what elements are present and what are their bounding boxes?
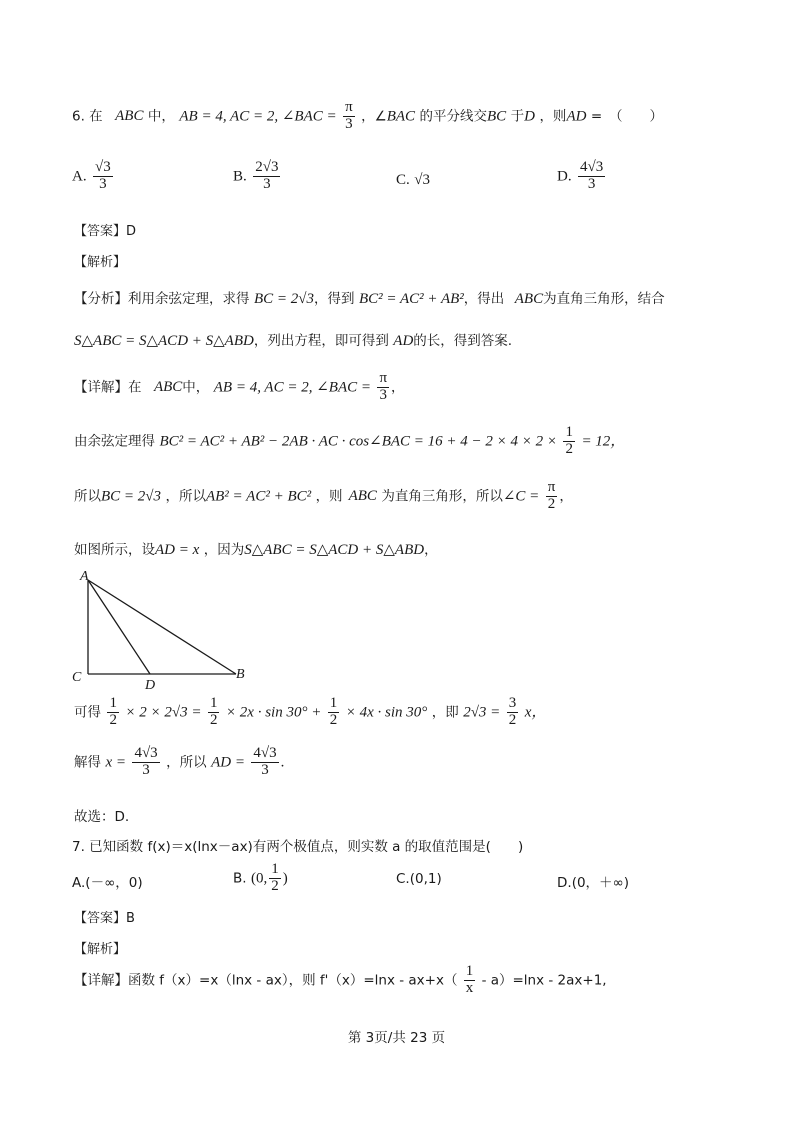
q6-so-line: 所以BC = 2√3 ，所以AB² = AC² + BC² ，则 ABC 为直角三角形，所以∠C = $\frac{\pi}{2}$ ， xyxy=(74,479,573,512)
q6-option-d: D. $\frac{4√3}{3}$ xyxy=(557,159,604,192)
q6-option-b: B. $\frac{2√3}{3}$ xyxy=(233,159,279,192)
q7-option-b: B. (0, $\frac{1}{2}$ ) xyxy=(233,861,288,894)
pi-over-3: $\frac{\pi}{3}$ xyxy=(345,99,353,132)
q6-conclusion: 故选：D. xyxy=(74,809,130,825)
q6-figure-intro: 如图所示，设AD = x ，因为S△ABC = S△ACD + S△ABD， xyxy=(74,542,438,558)
page-footer: 第 3页/共 23 页 xyxy=(347,1030,446,1046)
vertex-a-label: A xyxy=(80,569,89,584)
q6-analysis-tag: 【解析】 xyxy=(74,255,127,270)
q6-answer: 【答案】D xyxy=(74,224,137,239)
q6-stem: 6. 在 ABC 中， AB = 4, AC = 2, ∠BAC = $\frac{\pi}{3}$ ，∠BAC 的平分线交BC 于D ，则AD = （ ） xyxy=(72,99,663,132)
q6-fenxi-line1: 【分析】利用余弦定理，求得 BC = 2√3，得到 BC² = AC² + AB²，得出 ABC为直角三角形，结合 xyxy=(74,291,665,307)
q6-solve-line: 解得 x = $\frac{4√3}{3}$ ，所以 AD = $\frac{4√3}{3}$ . xyxy=(74,745,285,778)
q6-equation-line: 可得 $\frac{1}{2}$ × 2 × 2√3 = $\frac{1}{2}$ × 2x · sin 30° + $\frac{1}{2}$ × 4x · sin 30° ，即 2√3 = $\frac{3}{2}$ x， xyxy=(74,695,547,728)
q7-analysis-tag: 【解析】 xyxy=(74,942,127,957)
q7-stem: 7. 已知函数 f(x)＝x(lnx－ax)有两个极值点，则实数 a 的取值范围是( ) xyxy=(72,839,524,855)
side-ab xyxy=(88,580,236,674)
segment-ad xyxy=(88,580,150,674)
q6-fenxi-line2: S△ABC = S△ACD + S△ABD，列出方程，即可得到 AD的长，得到答案. xyxy=(74,333,513,349)
vertex-b-label: B xyxy=(236,667,245,682)
q7-option-c: C.(0,1) xyxy=(396,871,442,887)
q6-xiangjie-line1: 【详解】在 ABC中， AB = 4, AC = 2, ∠BAC = $\frac{\pi}{3}$ ， xyxy=(74,370,405,403)
q6-cosine-line: 由余弦定理得 BC² = AC² + AB² − 2AB · AC · cos∠BAC = 16 + 4 − 2 × 4 × 2 × $\frac{1}{2}$ = 12， xyxy=(74,424,626,457)
q7-answer: 【答案】B xyxy=(74,911,135,926)
vertex-c-label: C xyxy=(72,670,82,685)
q6-option-c: C. √3 xyxy=(396,172,430,188)
q7-option-d: D.(0，＋∞) xyxy=(557,875,630,891)
vertex-d-label: D xyxy=(145,678,156,691)
q6-option-a: A. $\frac{√3}{3}$ xyxy=(72,159,111,192)
triangle-figure xyxy=(70,566,270,691)
q7-option-a: A.(－∞，0) xyxy=(72,875,143,891)
q7-xiangjie-line: 【详解】函数 f（x）=x（lnx - ax），则 f'（x）=lnx - ax+x（ $\frac{1}{x}$ - a）=lnx - 2ax+1, xyxy=(74,963,607,996)
